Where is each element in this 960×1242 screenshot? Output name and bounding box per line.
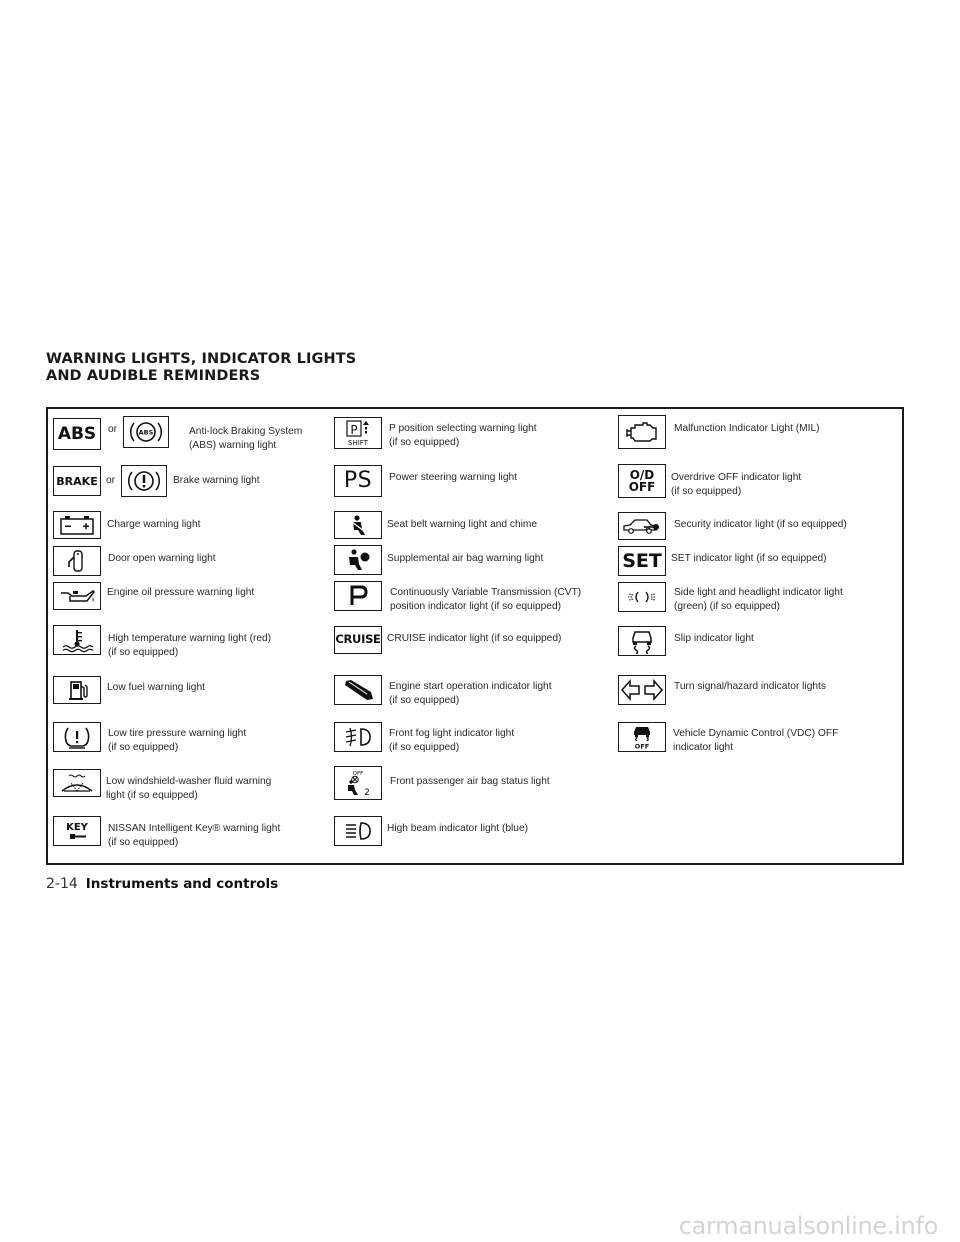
heading-line-2: AND AUDIBLE REMINDERS (46, 368, 261, 384)
label-abs (189, 425, 302, 453)
label-set (671, 552, 827, 566)
label-door-line-1: Door open warning light (108, 553, 216, 564)
page-footer (46, 876, 278, 892)
label-seatbelt-line-1: Seat belt warning light and chime (387, 519, 538, 530)
label-passenger-airbag (390, 775, 550, 789)
vdc-off-icon-text: OFF (634, 742, 650, 750)
key-icon (53, 816, 101, 846)
brake-circle-icon (121, 465, 167, 497)
label-fog (389, 727, 514, 755)
od-off-icon-text: OFF (628, 480, 656, 494)
label-highbeam-line-1: High beam indicator light (blue) (387, 823, 528, 834)
key-icon-text: KEY (66, 822, 88, 833)
label-vdc (673, 727, 838, 755)
label-oil-line-1: Engine oil pressure warning light (107, 587, 255, 598)
label-security-line-1: Security indicator light (if so equipped) (674, 519, 847, 530)
label-airbag (387, 552, 543, 566)
label-od-line-2: (if so equipped) (671, 486, 742, 497)
or-text-abs: or (108, 424, 118, 435)
security-car-icon (618, 512, 666, 540)
front-fog-icon (334, 722, 382, 752)
passenger-airbag-off-text: OFF (352, 771, 364, 777)
seat-belt-icon (334, 511, 382, 539)
label-passenger-airbag-line-1: Front passenger air bag status light (390, 776, 550, 787)
label-enginestart-line-2: (if so equipped) (389, 695, 460, 706)
abs-text-icon (53, 418, 101, 450)
label-brake (173, 474, 260, 488)
slip-icon (618, 626, 666, 656)
label-pshift-line-1: P position selecting warning light (389, 423, 537, 434)
label-cvt-line-1: Continuously Variable Transmission (CVT) (390, 587, 582, 598)
door-open-icon (53, 546, 101, 576)
label-enginestart-line-1: Engine start operation indicator light (389, 681, 552, 692)
or-text-brake: or (106, 475, 116, 486)
label-oil (107, 586, 254, 600)
power-steering-icon (334, 465, 382, 497)
label-sidelight-line-2: (green) (if so equipped) (674, 601, 780, 612)
p-shift-icon-p: P (350, 423, 358, 437)
label-ps-line-1: Power steering warning light (389, 472, 517, 483)
label-temp-line-1: High temperature warning light (red) (108, 633, 272, 644)
label-fuel-line-1: Low fuel warning light (107, 682, 205, 693)
label-cvt-line-2: position indicator light (if so equipped) (390, 601, 562, 612)
label-abs-line-1: Anti-lock Braking System (189, 426, 303, 437)
cruise-icon (334, 626, 382, 654)
vdc-off-icon (618, 722, 666, 752)
label-slip (674, 632, 754, 646)
label-fog-line-1: Front fog light indicator light (389, 728, 515, 739)
label-security (674, 518, 847, 532)
label-od (671, 471, 801, 499)
abs-circle-icon (123, 416, 169, 448)
label-pshift (389, 422, 537, 450)
label-vdc-line-1: Vehicle Dynamic Control (VDC) OFF (673, 728, 839, 739)
section-name: Instruments and controls (85, 876, 279, 892)
set-icon-text: SET (622, 549, 662, 572)
label-sidelight-line-1: Side light and headlight indicator light (674, 587, 843, 598)
label-airbag-line-1: Supplemental air bag warning light (387, 553, 544, 564)
label-vdc-line-2: indicator light (673, 742, 734, 753)
p-shift-icon (334, 417, 382, 449)
label-charge (107, 518, 200, 532)
engine-start-icon (334, 675, 382, 705)
label-seatbelt (387, 518, 537, 532)
od-icon-text: O/D (629, 468, 655, 482)
label-brake-line-1: Brake warning light (173, 475, 260, 486)
high-beam-icon (334, 816, 382, 846)
passenger-airbag-num-text: 2 (364, 788, 370, 798)
heading-line-1: WARNING LIGHTS, INDICATOR LIGHTS (46, 351, 357, 367)
tire-pressure-icon (53, 722, 101, 752)
label-sidelight (674, 586, 843, 614)
passenger-airbag-icon (334, 766, 382, 800)
label-ps (389, 471, 517, 485)
label-enginestart (389, 680, 552, 708)
battery-icon (53, 511, 101, 539)
engine-icon (618, 415, 666, 449)
label-temp (108, 632, 271, 660)
label-abs-line-2: (ABS) warning light (189, 440, 277, 451)
brake-text-icon (53, 466, 101, 496)
label-key (108, 822, 280, 850)
label-tire (108, 727, 246, 755)
cvt-p-icon (334, 581, 382, 611)
od-off-icon (618, 464, 666, 498)
label-turn-line-1: Turn signal/hazard indicator lights (674, 681, 826, 692)
ps-icon-text: PS (343, 468, 373, 493)
label-set-line-1: SET indicator light (if so equipped) (671, 553, 827, 564)
turn-signal-icon (618, 675, 666, 705)
label-tire-line-2: (if so equipped) (108, 742, 179, 753)
label-temp-line-2: (if so equipped) (108, 647, 179, 658)
airbag-icon (334, 545, 382, 575)
label-turn (674, 680, 826, 694)
label-washer-line-2: light (if so equipped) (106, 790, 198, 801)
cruise-icon-text: CRUISE (335, 632, 381, 647)
label-cruise (387, 632, 561, 646)
washer-fluid-icon (53, 769, 101, 797)
side-light-icon (618, 582, 666, 612)
label-washer-line-1: Low windshield-washer fluid warning (106, 776, 272, 787)
fuel-pump-icon (53, 676, 101, 704)
oil-can-icon (53, 582, 101, 610)
brake-icon-text: BRAKE (56, 474, 98, 488)
label-mil-line-1: Malfunction Indicator Light (MIL) (674, 423, 820, 434)
label-fuel (107, 681, 205, 695)
label-washer (106, 775, 271, 803)
label-tire-line-1: Low tire pressure warning light (108, 728, 247, 739)
p-shift-icon-shift: SHIFT (348, 439, 368, 447)
label-key-line-2: (if so equipped) (108, 837, 179, 848)
label-door (108, 552, 216, 566)
abs-circle-icon-text: ABS (138, 428, 154, 437)
label-slip-line-1: Slip indicator light (674, 633, 754, 644)
label-cvt (390, 586, 581, 614)
page-number: 2-14 (46, 876, 78, 892)
label-od-line-1: Overdrive OFF indicator light (671, 472, 802, 483)
section-heading (46, 351, 446, 385)
watermark: carmanualsonline.info (678, 1212, 938, 1240)
label-highbeam (387, 822, 528, 836)
set-icon (618, 546, 666, 576)
label-charge-line-1: Charge warning light (107, 519, 201, 530)
label-cruise-line-1: CRUISE indicator light (if so equipped) (387, 633, 562, 644)
label-pshift-line-2: (if so equipped) (389, 437, 460, 448)
thermometer-icon (53, 625, 101, 655)
label-mil (674, 422, 820, 436)
abs-icon-text: ABS (57, 423, 97, 444)
label-fog-line-2: (if so equipped) (389, 742, 460, 753)
label-key-line-1: NISSAN Intelligent Key® warning light (108, 823, 281, 834)
